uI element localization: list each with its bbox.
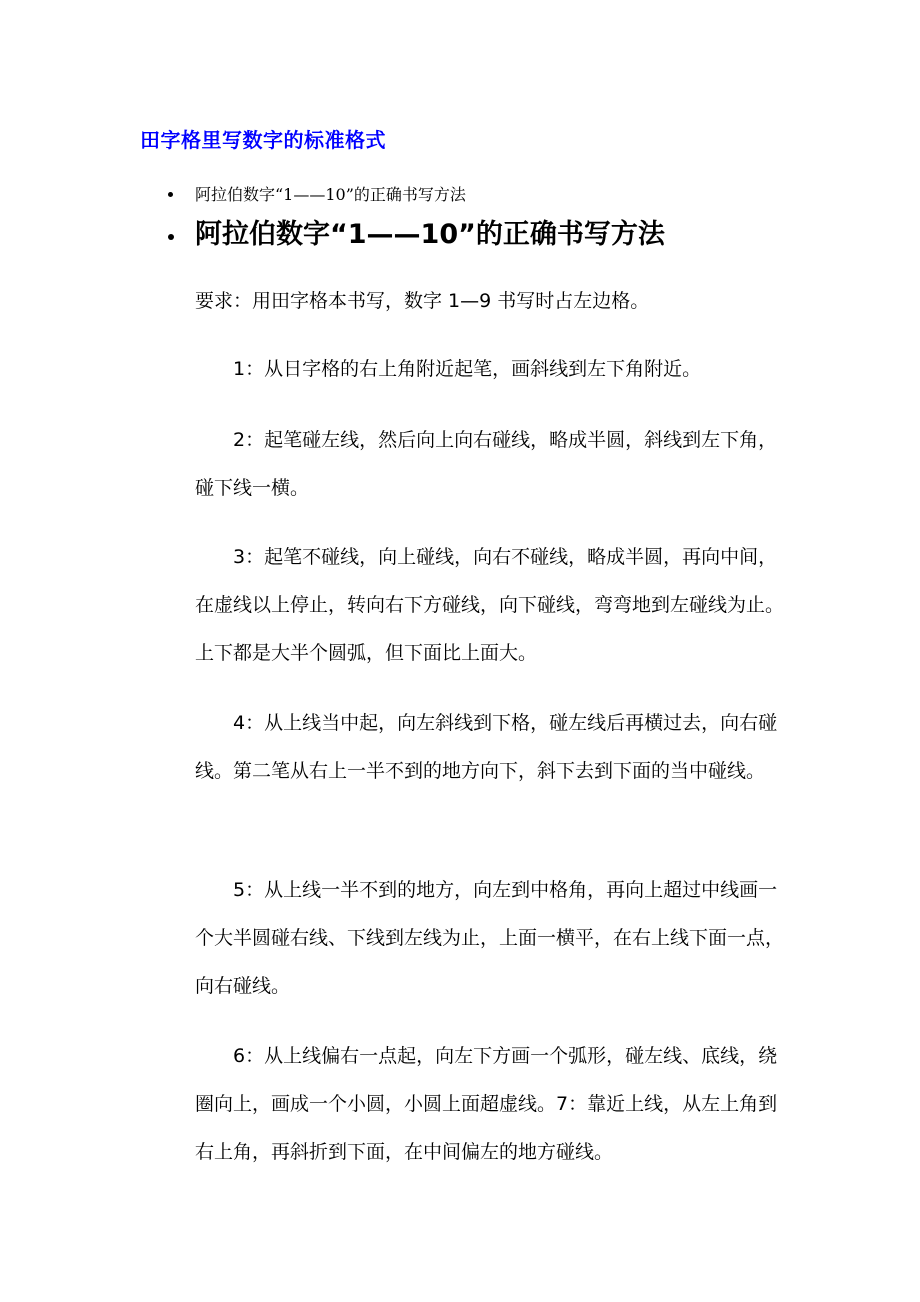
bullet-icon bbox=[168, 234, 174, 240]
bullet-icon bbox=[168, 192, 173, 197]
paragraph-4: 4：从上线当中起，向左斜线到下格，碰左线后再横过去，向右碰线。第二笔从右上一半不到的地方向下，斜下去到下面的当中碰线。 bbox=[195, 712, 778, 782]
paragraph-3: 3：起笔不碰线，向上碰线，向右不碰线，略成半圆，再向中间，在虚线以上停止，转向右下方碰线，向下碰线，弯弯地到左碰线为止。上下都是大半个圆弧，但下面比上面大。 bbox=[195, 546, 785, 664]
paragraph-6: 6：从上线偏右一点起，向左下方画一个弧形，碰左线、底线，绕圈向上，画成一个小圆，小圆上面超虚线。7：靠近上线，从左上角到右上角，再斜折到下面，在中间偏左的地方碰线。 bbox=[195, 1045, 778, 1163]
section-heading: 阿拉伯数字“1——10”的正确书写方法 bbox=[195, 219, 665, 250]
requirement-text: 要求：用田字格本书写，数字 1—9 书写时占左边格。 bbox=[195, 290, 650, 312]
paragraph-5: 5：从上线一半不到的地方，向左到中格角，再向上超过中线画一个大半圆碰右线、下线到左线为止，上面一横平，在右上线下面一点，向右碰线。 bbox=[195, 879, 785, 997]
paragraph-2: 2：起笔碰左线，然后向上向右碰线，略成半圆，斜线到左下角，碰下线一横。 bbox=[195, 429, 778, 499]
paragraph-1: 1：从日字格的右上角附近起笔，画斜线到左下角附近。 bbox=[233, 358, 702, 380]
document-title: 田字格里写数字的标准格式 bbox=[140, 128, 386, 152]
list-item-small-text: 阿拉伯数字“1——10”的正确书写方法 bbox=[195, 185, 466, 204]
